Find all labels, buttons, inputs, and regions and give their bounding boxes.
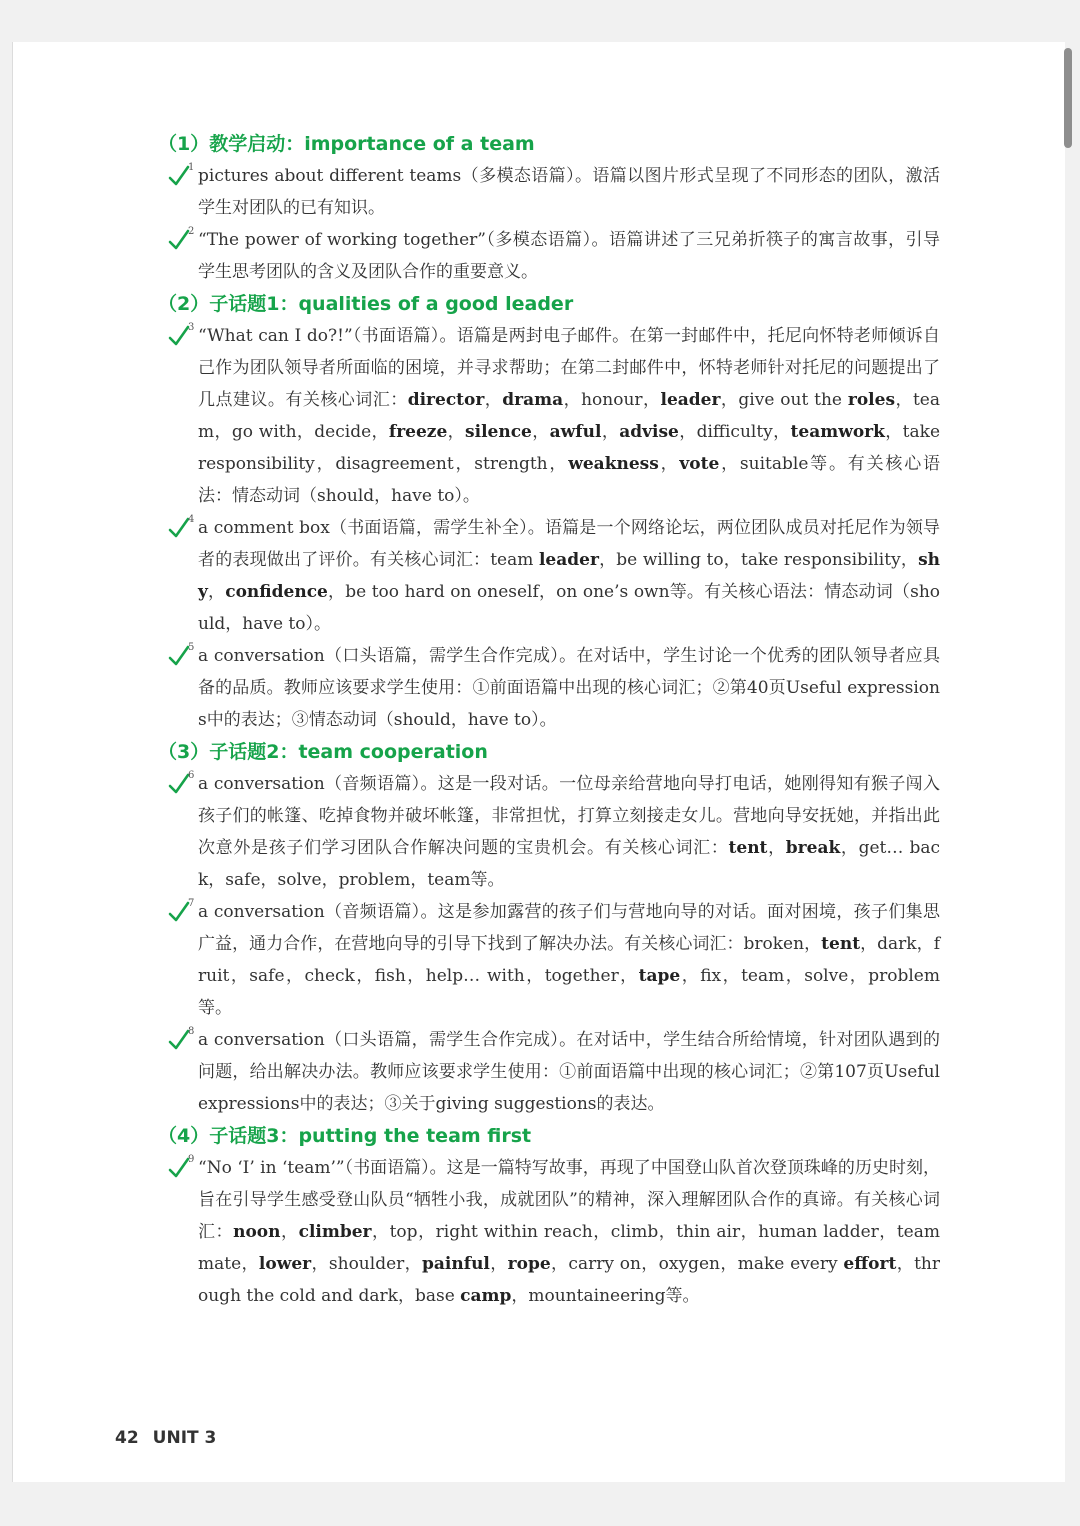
text-segment: “The power of working together”（多模态语篇）。语篇讲述了三兄弟折筷子的寓言故事，引导学生思考团队的含义及团队合作的重要意义。 — [198, 230, 940, 282]
check-icon — [168, 641, 190, 669]
text-segment: ，team，go with，decide， — [198, 390, 941, 442]
core-vocabulary-term: confidence — [225, 582, 328, 602]
check-icon — [168, 769, 190, 797]
text-segment: ， — [489, 1254, 508, 1274]
core-vocabulary-term: freeze — [388, 422, 448, 442]
text-segment: ，fix，team，solve，problem等。 — [198, 966, 940, 1018]
list-item — [158, 896, 940, 1024]
check-icon — [168, 1153, 190, 1181]
core-vocabulary-term: painful — [422, 1254, 490, 1274]
core-vocabulary-term: effort — [843, 1254, 897, 1274]
check-icon — [168, 1025, 190, 1053]
core-vocabulary-term: tent — [821, 934, 861, 954]
text-segment: ，dark，fruit，safe，check，fish，help… with，together， — [198, 934, 940, 986]
section-heading: （4）子话题3：putting the team first — [158, 1125, 532, 1147]
item-text — [198, 896, 940, 1024]
text-segment: ，be willing to，take responsibility， — [598, 550, 919, 570]
text-segment: ， — [447, 422, 466, 442]
list-item — [158, 1152, 940, 1312]
text-segment: a conversation（口头语篇，需学生合作完成）。在对话中，学生讨论一个优秀的团队领导者应具备的品质。教师应该要求学生使用：①前面语篇中出现的核心词汇；②第40页Useful expressions中的表达；③情态动词（should，have to）。 — [198, 646, 940, 730]
text-segment: ，give out the — [720, 390, 848, 410]
text-segment: pictures about different teams（多模态语篇）。语篇以图片形式呈现了不同形态的团队，激活学生对团队的已有知识。 — [198, 166, 940, 218]
core-vocabulary-term: tent — [728, 838, 768, 858]
item-number: 7 — [188, 898, 195, 909]
core-vocabulary-term: camp — [460, 1286, 512, 1306]
item-text — [198, 160, 940, 224]
core-vocabulary-term: leader — [538, 550, 599, 570]
item-number: 5 — [188, 642, 195, 653]
text-segment: ， — [531, 422, 550, 442]
text-segment: “What can I do?!”（书面语篇）。语篇是两封电子邮件。在第一封邮件中，托尼向怀特老师倾诉自己作为团队领导者所面临的困境，并寻求帮助；在第二封邮件中，怀特老师针对托尼的问题提出了几点建议。有关核心词汇： — [198, 326, 940, 410]
list-item — [158, 224, 940, 288]
list-item — [158, 640, 940, 736]
core-vocabulary-term: advise — [619, 422, 679, 442]
text-segment: ，carry on，oxygen，make every — [550, 1254, 844, 1274]
check-icon — [168, 897, 190, 925]
core-vocabulary-term: tape — [638, 966, 681, 986]
core-vocabulary-term: roles — [847, 390, 896, 410]
lesson-content — [158, 128, 940, 1312]
core-vocabulary-term: teamwork — [790, 422, 885, 442]
text-segment: ，take responsibility，disagreement，strength， — [198, 422, 941, 474]
core-vocabulary-term: break — [785, 838, 841, 858]
item-number: 4 — [188, 514, 195, 525]
text-segment: “No ‘I’ in ‘team’”（书面语篇）。这是一篇特写故事，再现了中国登山队首次登顶珠峰的历史时刻，旨在引导学生感受登山队员“牺牲小我，成就团队”的精神，深入理解团队合作的真谛。有关核心词汇： — [198, 1158, 940, 1242]
text-segment: ，get… back，safe，solve，problem，team等。 — [198, 838, 941, 890]
core-vocabulary-term: shy — [198, 550, 940, 602]
core-vocabulary-term: leader — [660, 390, 721, 410]
core-vocabulary-term: climber — [298, 1222, 372, 1242]
text-segment: a comment box（书面语篇，需学生补全）。语篇是一个网络论坛，两位团队成员对托尼作为领导者的表现做出了评价。有关核心词汇：team — [198, 518, 940, 570]
core-vocabulary-term: rope — [507, 1254, 551, 1274]
item-number: 2 — [188, 226, 195, 237]
text-segment: a conversation（口头语篇，需学生合作完成）。在对话中，学生结合所给情境，针对团队遇到的问题，给出解决办法。教师应该要求学生使用：①前面语篇中出现的核心词汇；②第107页Useful expressions中的表达；③关于giving suggestions的表达。 — [198, 1030, 940, 1114]
scrollbar-thumb[interactable] — [1064, 48, 1072, 148]
text-segment: ，top，right within reach，climb，thin air，human ladder，teammate， — [198, 1222, 940, 1274]
item-text — [198, 768, 940, 896]
text-segment: ，difficulty， — [678, 422, 791, 442]
item-text — [198, 320, 940, 512]
text-segment: ， — [484, 390, 503, 410]
text-segment: ， — [601, 422, 620, 442]
text-segment: a conversation（音频语篇）。这是参加露营的孩子们与营地向导的对话。面对困境，孩子们集思广益，通力合作，在营地向导的引导下找到了解决办法。有关核心词汇：broken， — [198, 902, 940, 954]
item-text — [198, 512, 940, 640]
core-vocabulary-term: weakness — [568, 454, 659, 474]
section-heading: （3）子话题2：team cooperation — [158, 741, 488, 763]
core-vocabulary-term: director — [407, 390, 485, 410]
core-vocabulary-term: lower — [258, 1254, 312, 1274]
item-number: 3 — [188, 322, 195, 333]
text-segment: ，shoulder， — [311, 1254, 423, 1274]
section-heading: （2）子话题1：qualities of a good leader — [158, 293, 574, 315]
text-segment: ， — [767, 838, 786, 858]
page-footer — [115, 1428, 216, 1448]
item-number: 1 — [188, 162, 195, 173]
check-icon — [168, 225, 190, 253]
text-segment: ， — [658, 454, 680, 474]
item-text — [198, 1024, 940, 1120]
check-icon — [168, 161, 190, 189]
item-number: 6 — [188, 770, 195, 781]
text-segment: ，mountaineering等。 — [511, 1286, 700, 1306]
item-number: 9 — [188, 1154, 195, 1165]
text-segment: a conversation（音频语篇）。这是一段对话。一位母亲给营地向导打电话，她刚得知有猴子闯入孩子们的帐篷、吃掉食物并破坏帐篷，非常担忧，打算立刻接走女儿。营地向导安抚她，并指出此次意外是孩子们学习团队合作解决问题的宝贵机会。有关核心词汇： — [198, 774, 940, 858]
text-segment: ， — [207, 582, 226, 602]
page-number: 42 — [115, 1428, 139, 1448]
list-item — [158, 320, 940, 512]
section-heading: （1）教学启动：importance of a team — [158, 133, 535, 155]
list-item — [158, 512, 940, 640]
text-segment: ， — [280, 1222, 299, 1242]
text-segment: ，be too hard on oneself，on one’s own等。有关核心语法：情态动词（should，have to）。 — [198, 582, 940, 634]
core-vocabulary-term: silence — [465, 422, 532, 442]
list-item — [158, 160, 940, 224]
item-text — [198, 640, 940, 736]
item-text — [198, 224, 940, 288]
core-vocabulary-term: vote — [679, 454, 720, 474]
item-number: 8 — [188, 1026, 195, 1037]
check-icon — [168, 513, 190, 541]
text-segment: ，through the cold and dark，base — [198, 1254, 940, 1306]
check-icon — [168, 321, 190, 349]
text-segment: ，suitable等。有关核心语法：情态动词（should，have to）。 — [198, 454, 941, 506]
core-vocabulary-term: drama — [502, 390, 564, 410]
unit-label: UNIT 3 — [152, 1428, 217, 1448]
text-segment: ，honour， — [563, 390, 661, 410]
core-vocabulary-term: awful — [549, 422, 602, 442]
item-text — [198, 1152, 940, 1312]
list-item — [158, 1024, 940, 1120]
list-item — [158, 768, 940, 896]
core-vocabulary-term: noon — [233, 1222, 281, 1242]
